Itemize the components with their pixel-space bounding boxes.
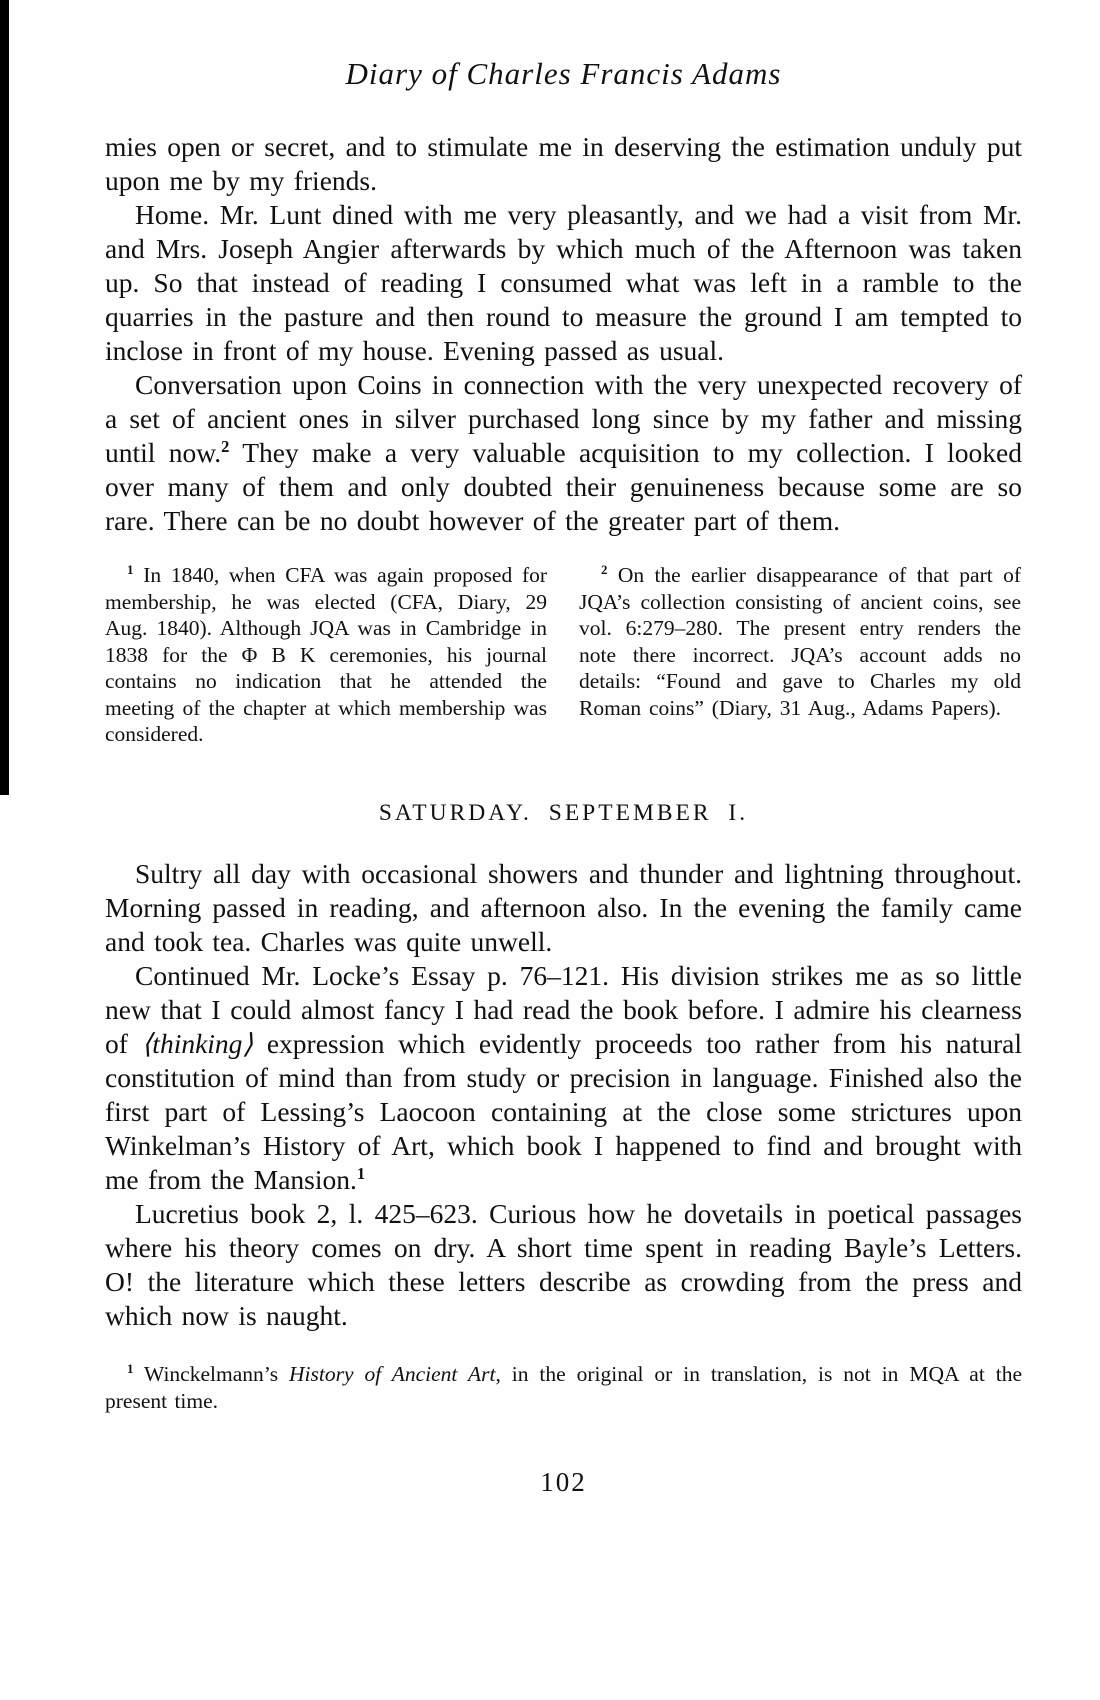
- footnote-bottom-text-before: Winckelmann’s: [144, 1361, 279, 1386]
- footnote-1: [105, 562, 547, 748]
- paragraph-continuation: mies open or secret, and to stimulate me in deserving the estimation unduly put upon me by my friends.: [105, 131, 1022, 196]
- footnote-1-text: In 1840, when CFA was again proposed for membership, he was elected (CFA, Diary, 29 Aug. 1840). Although JQA was in Cambridge in 1838 for the Φ B K ceremonies, his journal contains no indication that he attended the meeting of the chapter at which membership was considered.: [105, 563, 548, 746]
- inserted-word-thinking: ⟨thinking⟩: [141, 1027, 254, 1059]
- footnote-2: [579, 562, 1021, 721]
- running-head-title: Diary of Charles Francis Adams: [345, 56, 782, 91]
- paragraph-lucretius: Lucretius book 2, l. 425–623. Curious how he dovetails in poetical passages where his theory comes on dry. A short time spent in reading Bayle’s Letters. O! the literature which these letters describe as crowding from the press and which now is naught.: [105, 1197, 1022, 1331]
- entry-september-1-body: [105, 857, 1022, 1333]
- footnote-bottom: [105, 1361, 1022, 1415]
- footnote-reference-1: 1: [356, 1163, 366, 1183]
- paragraph-locke: [105, 959, 1022, 1197]
- footnotes-section: [105, 562, 1022, 748]
- paragraph-coins-text-before: Conversation upon Coins in connection with the very unexpected recovery of a set of ancient ones in silver purchased long since by my father and missing until now.: [105, 369, 1022, 468]
- scan-edge-artifact: [0, 0, 9, 795]
- footnote-column-left: [105, 562, 547, 748]
- paragraph-locke-text-before: Continued Mr. Locke’s Essay p. 76–121. His division strikes me as so little new that I could almost fancy I had read the book before. I admire his clearness of: [105, 959, 1022, 1059]
- footnote-2-marker: 2: [601, 562, 608, 577]
- paragraph-coins-text-after: They make a very valuable acquisition to my collection. I looked over many of them and only doubted their genuineness because some are so rare. There can be no doubt however of the greater part of them.: [105, 437, 1022, 536]
- book-page: [105, 0, 1022, 1498]
- footnote-bottom-book-title: History of Ancient Art: [289, 1361, 496, 1386]
- footnote-column-right: [579, 562, 1021, 748]
- paragraph-coins: [105, 368, 1022, 538]
- footnote-bottom-marker: 1: [127, 1361, 134, 1376]
- footnote-2-text: On the earlier disappearance of that part of JQA’s collection consisting of ancient coins, see vol. 6:279–280. The present entry renders the note there incorrect. JQA’s account adds no details: “Found and gave to Charles my old Roman coins” (Diary, 31 Aug., Adams Papers).: [579, 563, 1021, 720]
- paragraph-sultry: Sultry all day with occasional showers and thunder and lightning throughout. Morning passed in reading, and afternoon also. In the evening the family came and took tea. Charles was quite unwell.: [105, 857, 1022, 957]
- page-number: 102: [540, 1466, 587, 1497]
- footnote-bottom-text-after: , in the original or in translation, is not in MQA at the present time.: [105, 1361, 1022, 1413]
- footnote-1-marker: 1: [127, 562, 134, 577]
- paragraph-locke-text-after: expression which evidently proceeds too rather from his natural constitution of mind than from study or precision in language. Finished also the first part of Lessing’s Laocoon containing at the close some strictures upon Winkelman’s History of Art, which book I happened to find and brought with me from the Mansion.: [105, 1027, 1023, 1195]
- entry-august-31-body: [105, 130, 1022, 538]
- footnote-reference-2: 2: [221, 436, 230, 456]
- entry-heading-saturday-september-1: SATURDAY. SEPTEMBER I.: [378, 799, 749, 826]
- paragraph-home-lunt: Home. Mr. Lunt dined with me very pleasantly, and we had a visit from Mr. and Mrs. Joseph Angier afterwards by which much of the Afternoon was taken up. So that instead of reading I consumed what was left in a ramble to the quarries in the pasture and then round to measure the ground I am tempted to inclose in front of my house. Evening passed as usual.: [105, 199, 1022, 366]
